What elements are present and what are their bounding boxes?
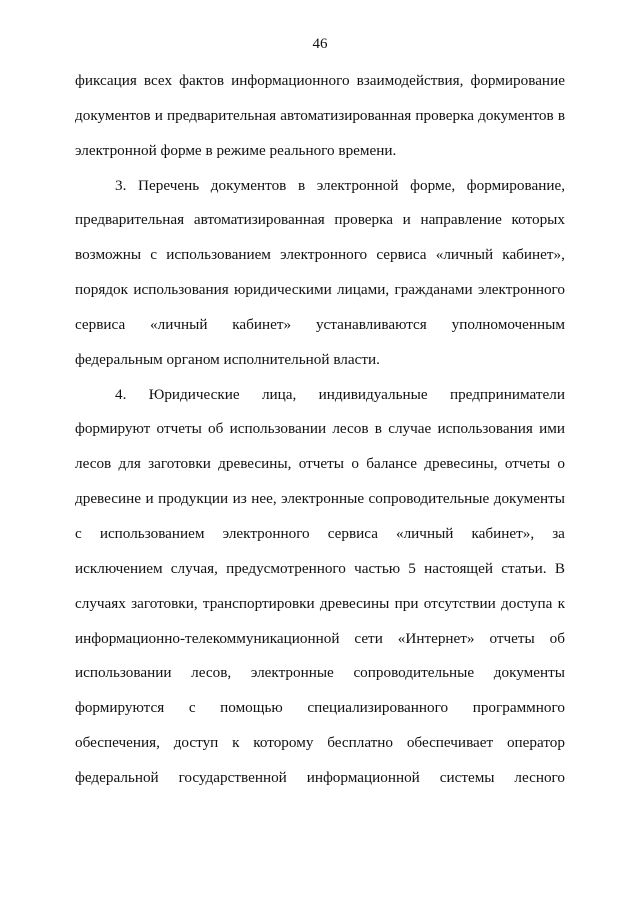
text-line: формируют отчеты об использовании лесов в случае использования ими — [75, 420, 565, 438]
text-line: исключением случая, предусмотренного частью 5 настоящей статьи. В — [75, 559, 565, 577]
page-number: 46 — [312, 36, 328, 52]
text-line: фиксация всех фактов информационного взаимодействия, формирование — [75, 72, 565, 89]
text-line: обеспечения, доступ к которому бесплатно обеспечивает оператор — [75, 734, 565, 752]
text-line: формируются с помощью специализированного программного — [75, 699, 565, 717]
text-line: использовании лесов, электронные сопроводительные документы — [75, 664, 565, 682]
text-line: порядок использования юридическими лицами, гражданами электронного — [75, 281, 565, 299]
text-line: 4. Юридические лица, индивидуальные предприниматели — [115, 385, 565, 403]
text-line: возможны с использованием электронного сервиса «личный кабинет», — [75, 246, 565, 264]
text-line: случаях заготовки, транспортировки древесины при отсутствии доступа к — [75, 594, 565, 612]
text-line: федеральным органом исполнительной власти. — [75, 350, 380, 368]
text-line: информационно-телекоммуникационной сети «Интернет» отчеты об — [75, 629, 565, 647]
text-line: электронной форме в режиме реального времени. — [75, 141, 397, 159]
text-line: предварительная автоматизированная проверка и направление которых — [75, 211, 565, 229]
text-line: с использованием электронного сервиса «личный кабинет», за — [75, 524, 565, 542]
text-line: федеральной государственной информационной системы лесного — [75, 768, 565, 786]
text-line: документов и предварительная автоматизированная проверка документов в — [75, 106, 565, 124]
text-line: сервиса «личный кабинет» устанавливаются уполномоченным — [75, 315, 565, 333]
text-line: 3. Перечень документов в электронной форме, формирование, — [115, 176, 565, 194]
text-line: древесине и продукции из нее, электронные сопроводительные документы — [75, 490, 565, 508]
text-line: лесов для заготовки древесины, отчеты о балансе древесины, отчеты о — [75, 455, 565, 473]
body-text — [75, 72, 565, 804]
